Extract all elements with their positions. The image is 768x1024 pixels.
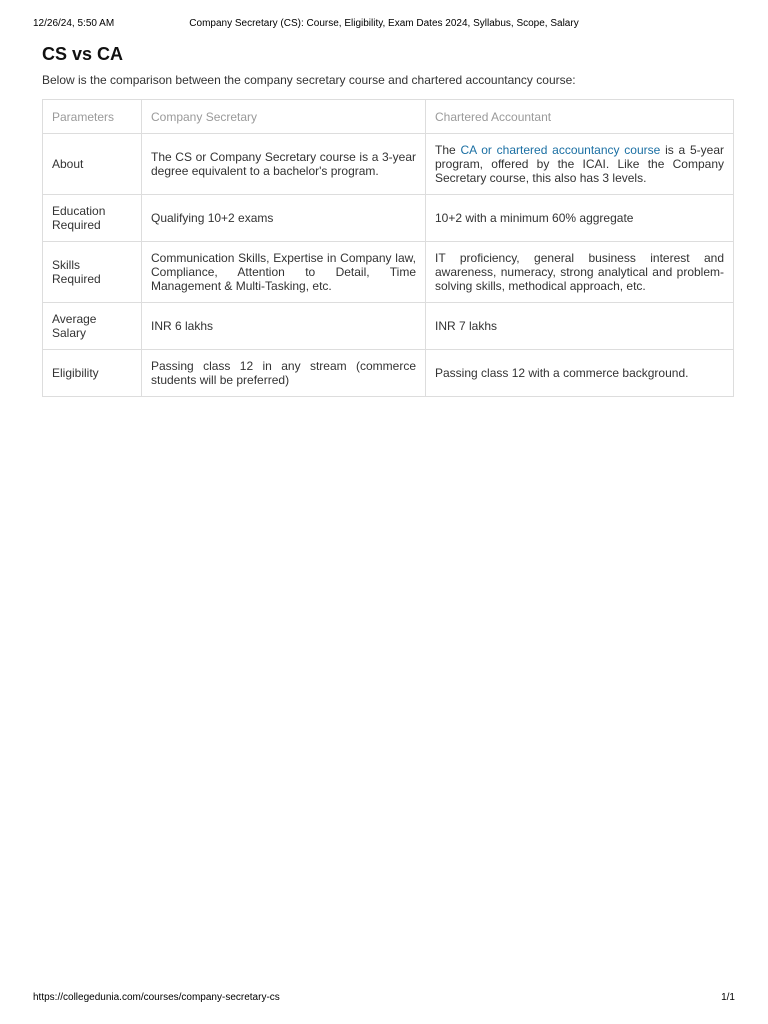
parameter-cell: About bbox=[43, 134, 142, 195]
ca-course-link[interactable]: CA or chartered accountancy course bbox=[460, 143, 661, 157]
comparison-table bbox=[42, 99, 734, 397]
parameter-cell: Average Salary bbox=[43, 303, 142, 350]
parameter-cell: Education Required bbox=[43, 195, 142, 242]
ca-cell-prefix: The bbox=[435, 143, 461, 157]
page-number: 1/1 bbox=[721, 992, 735, 1003]
table-row bbox=[43, 350, 734, 397]
section-heading: CS vs CA bbox=[42, 44, 124, 64]
print-source-url: https://collegedunia.com/courses/company-secretary-cs bbox=[33, 992, 280, 1003]
cs-cell: INR 6 lakhs bbox=[142, 303, 426, 350]
column-header-parameters: Parameters bbox=[43, 100, 142, 134]
table-row bbox=[43, 134, 734, 195]
table-row bbox=[43, 303, 734, 350]
print-footer bbox=[33, 992, 735, 1006]
cs-cell: Qualifying 10+2 exams bbox=[142, 195, 426, 242]
section-intro: Below is the comparison between the company secretary course and chartered accountancy course: bbox=[42, 73, 576, 87]
article-content bbox=[42, 42, 733, 397]
cs-cell: Passing class 12 in any stream (commerce students will be preferred) bbox=[142, 350, 426, 397]
table-row bbox=[43, 195, 734, 242]
parameter-cell: Skills Required bbox=[43, 242, 142, 303]
ca-cell: Passing class 12 with a commerce background. bbox=[426, 350, 734, 397]
table-row bbox=[43, 242, 734, 303]
cs-cell: Communication Skills, Expertise in Company law, Compliance, Attention to Detail, Time Management & Multi-Tasking, etc. bbox=[142, 242, 426, 303]
print-document-title: Company Secretary (CS): Course, Eligibility, Exam Dates 2024, Syllabus, Scope, Salary bbox=[189, 18, 579, 29]
parameter-cell: Eligibility bbox=[43, 350, 142, 397]
cs-cell: The CS or Company Secretary course is a 3-year degree equivalent to a bachelor's program. bbox=[142, 134, 426, 195]
ca-cell: 10+2 with a minimum 60% aggregate bbox=[426, 195, 734, 242]
column-header-company-secretary: Company Secretary bbox=[142, 100, 426, 134]
ca-cell-suffix: is a 5-year program, offered by the ICAI. Like the Company Secretary course, this also has 3 levels. bbox=[435, 143, 725, 185]
column-header-chartered-accountant: Chartered Accountant bbox=[426, 100, 734, 134]
ca-cell: INR 7 lakhs bbox=[426, 303, 734, 350]
ca-cell bbox=[426, 134, 734, 195]
print-datetime: 12/26/24, 5:50 AM bbox=[33, 18, 115, 29]
print-header bbox=[33, 18, 735, 32]
ca-cell: IT proficiency, general business interest and awareness, numeracy, strong analytical and problem-solving skills, methodical approach, etc. bbox=[426, 242, 734, 303]
table-header-row bbox=[43, 100, 734, 134]
